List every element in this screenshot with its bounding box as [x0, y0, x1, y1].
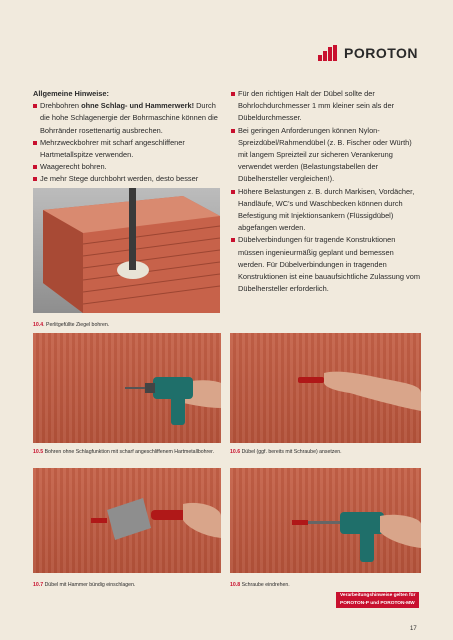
- poroton-logo-mark-icon: [318, 45, 340, 61]
- note-emphasis: ohne Schlag- und Hammerwerk!: [81, 101, 195, 111]
- footer-product-badge: [336, 592, 419, 608]
- dowel-notes-column: [231, 88, 421, 295]
- caption-10-5: 10.5 Bohren ohne Schlagfunktion mit scharf angeschliffenem Hartmetallbohrer.: [33, 449, 215, 455]
- note-bullet-3: Waagerecht bohren.: [33, 161, 218, 173]
- dowel-bullet-1: Für den richtigen Halt der Dübel sollte der Bohrlochdurchmesser 1 mm kleiner sein als der Dübeldurchmesser.: [231, 88, 421, 125]
- photo-dowel-insertion: [230, 333, 421, 443]
- brand-name: POROTON: [344, 45, 419, 61]
- page-number: 17: [410, 626, 417, 632]
- caption-10-8: 10.8 Schraube eindrehen.: [230, 582, 290, 588]
- drill-illustration: [33, 333, 221, 443]
- note-bullet-2: Mehrzweckbohrer mit scharf angeschliffener Hartmetallspitze verwenden.: [33, 137, 218, 161]
- dowel-bullet-2: Bei geringen Anforderungen können Nylon-Spreizdübel/Rahmendübel (z. B. Fischer oder Würth) mit langem Spreizteil zur sicheren Verankerung verwendet werden (Belastungstabellen der Dübelhersteller vergleichen!).: [231, 125, 421, 186]
- note-bullet-4: Je mehr Stege durchbohrt werden, desto besser: [33, 173, 218, 210]
- poroton-logo: [318, 45, 418, 61]
- badge-line-1: Verarbeitungshinweise gelten für: [336, 592, 419, 600]
- general-notes-heading: Allgemeine Hinweise:: [33, 89, 109, 98]
- caption-10-4: 10.4. Perlitgefüllte Ziegel bohren.: [33, 322, 110, 328]
- note-bullet-1: Drehbohren ohne Schlag- und Hammerwerk! Durch die hohe Schlagenergie der Bohrmaschine können die Bohrränder rosettenartig ausbrechen.: [33, 100, 218, 137]
- photo-screwing-in: [230, 468, 421, 573]
- dowel-illustration: [230, 333, 421, 443]
- caption-10-6: 10.6 Dübel (ggf. bereits mit Schraube) ansetzen.: [230, 449, 342, 455]
- hammer-illustration: [33, 468, 221, 573]
- dowel-bullet-3: Höhere Belastungen z. B. durch Markisen, Vordächer, Handläufe, WC's und Waschbecken können durch Befestigung mit Injektionsankern (Flüssigdübel) abgefangen werden.: [231, 186, 421, 235]
- photo-drilling-without-hammer: [33, 333, 221, 443]
- drilled-brick-illustration: [33, 188, 220, 313]
- screwdriver-illustration: [230, 468, 421, 573]
- dowel-bullet-4: Dübelverbindungen für tragende Konstruktionen müssen ingenieurmäßig geplant und bemessen werden. Für Dübelverbindungen in tragenden Konstruktionen ist eine bauaufsichtliche Zulassung vom Dübelhersteller erforderlich.: [231, 234, 421, 295]
- photo-hammering-dowel: [33, 468, 221, 573]
- badge-line-2: POROTON-P und POROTON-MW: [336, 600, 419, 608]
- caption-10-7: 10.7 Dübel mit Hammer bündig einschlagen.: [33, 582, 136, 588]
- photo-perlite-brick-drilling: [33, 188, 220, 313]
